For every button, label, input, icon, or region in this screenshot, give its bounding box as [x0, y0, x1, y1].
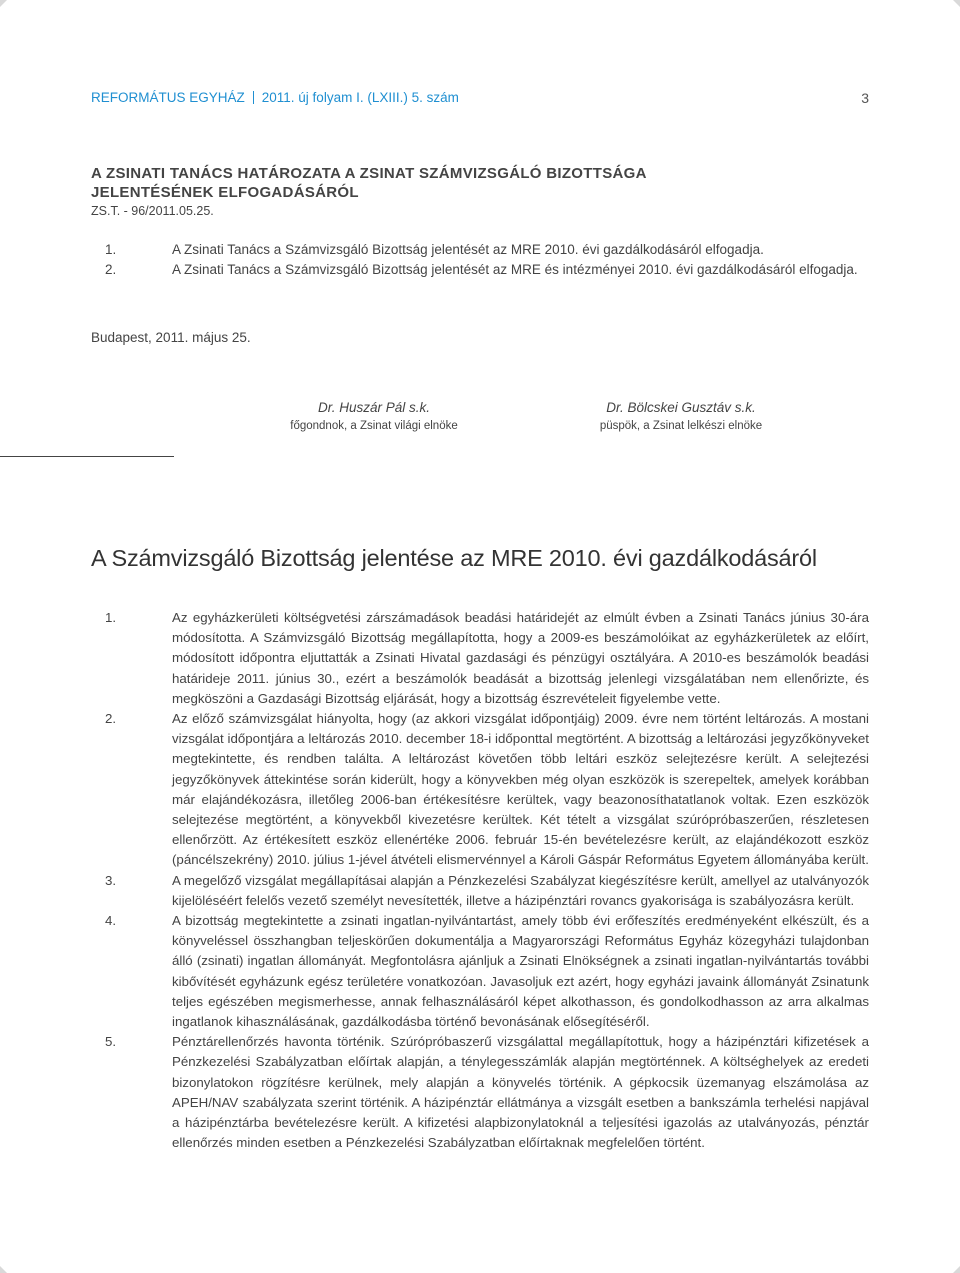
crop-mark-top-left: [0, 0, 7, 7]
resolution-reference: ZS.T. - 96/2011.05.25.: [91, 204, 214, 218]
page-number: 3: [861, 90, 869, 106]
report-item-number: 4.: [105, 913, 117, 929]
report-item-number: 1.: [105, 610, 117, 625]
date-line: Budapest, 2011. május 25.: [91, 330, 251, 345]
report-item-number: 3.: [105, 872, 117, 888]
list-item-text: A Zsinati Tanács a Számvizsgáló Bizottság jelentését az MRE 2010. évi gazdálkodásáról elfogadja.: [172, 242, 764, 257]
header-separator: [253, 91, 254, 104]
resolution-title-line-1: A ZSINATI TANÁCS HATÁROZATA A ZSINAT SZÁMVIZSGÁLÓ BIZOTTSÁGA: [91, 165, 647, 182]
signature-block-right: [536, 398, 826, 434]
crop-mark-bottom-right: [953, 1266, 960, 1273]
report-item-text: Az előző számvizsgálat hiányolta, hogy (az akkori vizsgálat időpontjáig) 2009. évre nem történt leltározás. A mostani vizsgálat időpontjára a leltározás 2010. december 18-i időponttal megtörtént. A bizottság a leltározási jegyzőkönyveket megtekintette, és rendben találta. A leltározást követően több leltári eszköz selejtezésre került. A selejtezési jegyzőkönyvek áttekintése során kiderült, hogy a könyvekben még olyan eszközök is szerepeltek, amelyek korábban már elajándékozásra, illetőleg 2006-ban értékesítésre kerültek, vagy beazonosíthatatlanok voltak. Ezen eszközök selejtezése megtörtént, a könyvekből kivezetésre kerültek. Két tételt a vizsgálat szúrópróbaszerűen, részletesen ellenőrzött. Az értékesített eszköz ellenértéke 2006. február 15-én bevételezésre került, az elajándékozott eszköz (páncélszekrény) 2010. július 1-jével átvételi elismervénnyel a Károli Gáspár Református Egyetem állományába került.: [172, 711, 869, 868]
running-header-left: [91, 90, 459, 105]
report-item-text: Pénztárellenőrzés havonta történik. Szúrópróbaszerű vizsgálattal megállapítottuk, hogy a házipénztári kifizetések a Pénzkezelési Szabályzatban előírtak alapján, a ténylegesszámlák alapján megtörténnek. A költséghelyek az eredeti bizonylatokon rögzítésre kerülnek, mely alapján a könyvelés történik. A gépkocsik üzemanyag elszámolása az APEH/NAV szabályzata szerint történik. A házipénztár ellátmánya a vizsgált esetben a bankszámla terhelési napjával a házipénztárba bevételezésre került. A kifizetési alapbizonylatoknál a teljesítési igazolás az utalványozás, pénztár ellenőrzés minden esetben a Pénzkezelési Szabályzatban előírtaknak megfelelően történt.: [172, 1034, 869, 1151]
signatory-role: főgondnok, a Zsinat világi elnöke: [290, 420, 458, 432]
list-item-number: 2.: [105, 262, 117, 277]
report-item: [91, 709, 869, 871]
issue-info: 2011. új folyam I. (LXIII.) 5. szám: [261, 90, 459, 105]
report-item-number: 5.: [105, 1034, 117, 1050]
signatory-name: Dr. Bölcskei Gusztáv s.k.: [606, 400, 756, 415]
signature-block-left: [229, 398, 519, 434]
crop-mark-top-right: [953, 0, 960, 7]
running-header: [91, 90, 869, 110]
report-items: [91, 608, 869, 1153]
report-item: [91, 871, 869, 911]
report-item-text: A bizottság megtekintette a zsinati ingatlan-nyilvántartást, amely több évi erőfeszítés eredményeként elkészült, és a könyveléssel összhangban teljeskörűen dokumentálja a Magyarországi Református Egyház közegyházi tulajdonban álló (zsinati) ingatlan állományát. Megfontolásra ajánljuk a Zsinati Elnökségnek a zsinati ingatlan-nyilvántartás további kibővítését egyházunk egész területére vonatkozóan. Javasoljuk ezt azért, hogy egyházi javaink állományát Zsinatunk teljes egészében megismerhesse, annak felhasználásáról képet alkothasson, és gondolkodhasson az arra alkalmas ingatlanok kihasználásának, gazdálkodásba történő bevonásának elősegítéséről.: [172, 913, 869, 1030]
journal-name: REFORMÁTUS EGYHÁZ: [91, 90, 245, 105]
report-item: [91, 1032, 869, 1153]
report-item: [91, 608, 869, 709]
list-item: [91, 260, 871, 280]
crop-mark-bottom-left: [0, 1266, 7, 1273]
report-title: A Számvizsgáló Bizottság jelentése az MRE 2010. évi gazdálkodásáról: [91, 545, 817, 571]
signatory-name: Dr. Huszár Pál s.k.: [317, 400, 431, 415]
report-item-number: 2.: [105, 711, 117, 727]
report-item-text: A megelőző vizsgálat megállapításai alapján a Pénzkezelési Szabályzat kiegészítésre került, amellyel az utalványozók kijelöléséért felelős vezető személyt nevesítették, illetve a házipénztári rovancs gyakorisága is szabályozásra került.: [172, 872, 869, 908]
signatory-role: püspök, a Zsinat lelkészi elnöke: [599, 420, 763, 432]
list-item: [91, 240, 871, 260]
report-item-text: Az egyházkerületi költségvetési zárszámadások beadási határidejét az elmúlt évben a Zsinati Tanács június 30-ára módosította. A Számvizsgáló Bizottság megállapította, hogy a 2009-es beszámolóikat az egyházkerületek az előírt, módosított időpontra eljuttatták a Zsinati Hivatal gazdasági és pénzügyi osztályára. A 2010-es beszámolók beadási határideje 2011. június 30., ezért a beszámolók beadását a bizottság jelenlegi vizsgálatában nem ellenőrizte, és megköszöni a Gazdasági Bizottság eljárását, hogy a bizottság észrevételeit figyelembe vette.: [172, 610, 869, 706]
list-item-number: 1.: [105, 242, 117, 257]
report-item: [91, 911, 869, 1032]
resolution-items: [91, 240, 871, 280]
resolution-title-line-2: JELENTÉSÉNEK ELFOGADÁSÁRÓL: [91, 184, 359, 201]
list-item-text: A Zsinati Tanács a Számvizsgáló Bizottság jelentését az MRE és intézményei 2010. évi gazdálkodásáról elfogadja.: [172, 262, 858, 277]
resolution-header: [91, 164, 871, 220]
divider-rule: [0, 456, 174, 457]
